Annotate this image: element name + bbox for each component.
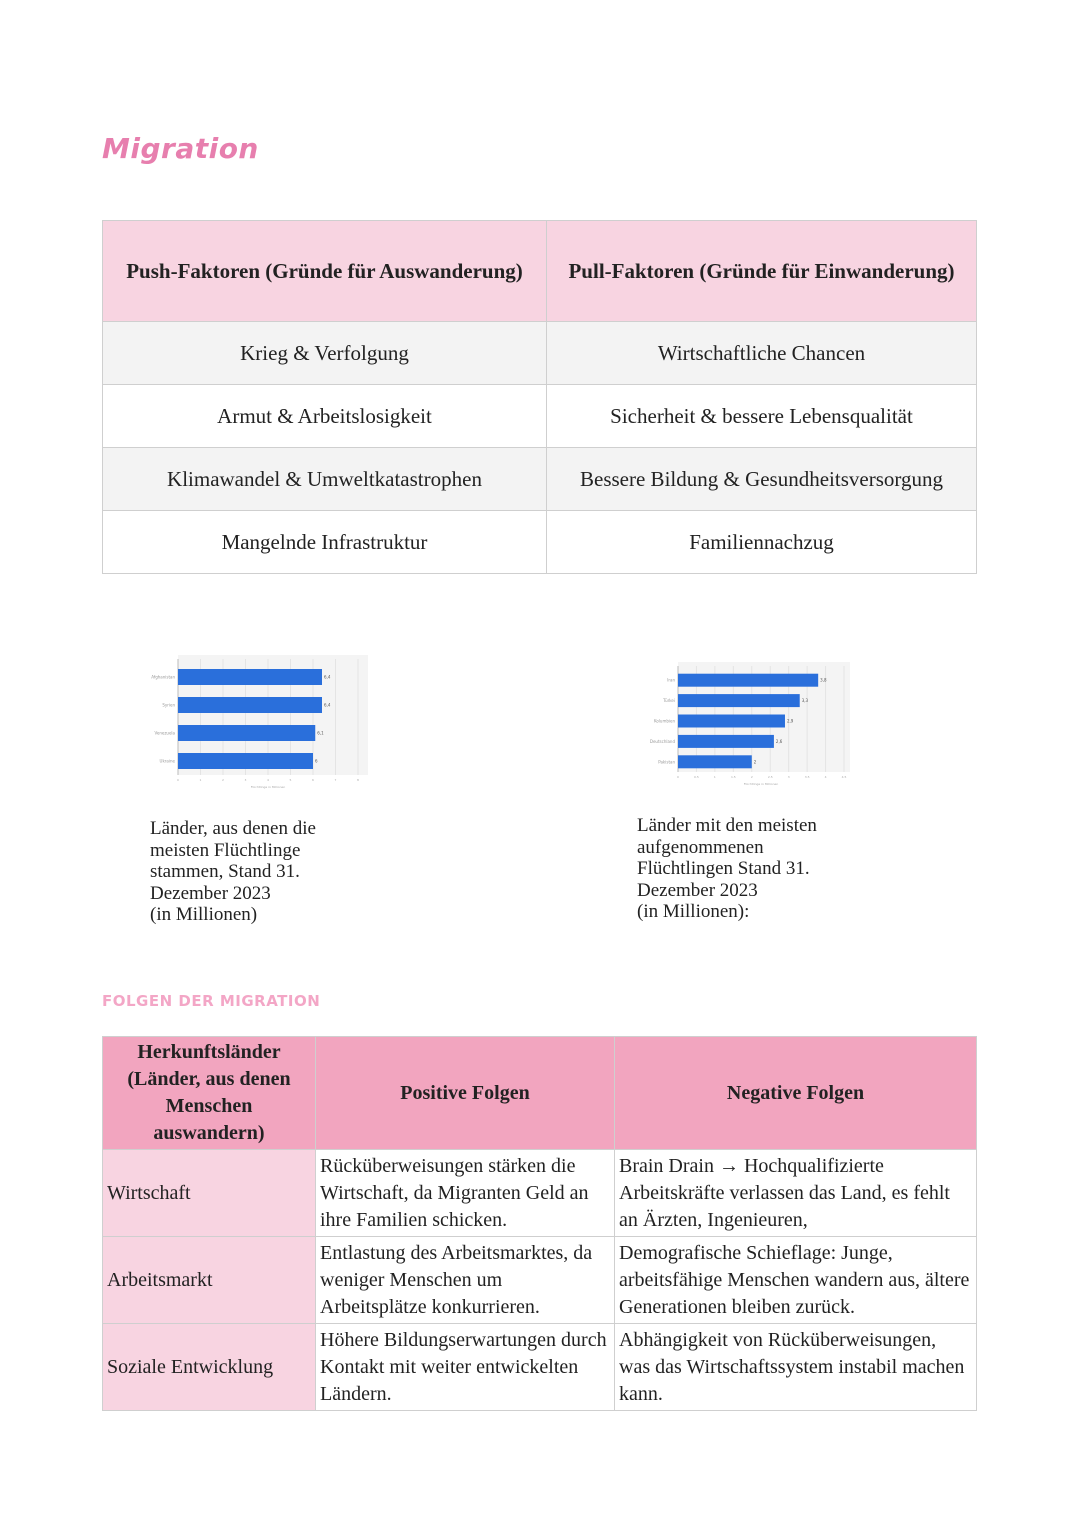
- origin-countries-header: Herkunftsländer (Länder, aus denen Menschen auswandern): [103, 1037, 316, 1150]
- positive-header: Positive Folgen: [316, 1037, 615, 1150]
- tick-label: 1: [199, 778, 202, 782]
- pull-cell: Wirtschaftliche Chancen: [547, 322, 977, 385]
- tick-label: 2: [750, 775, 753, 779]
- tick-label: 4: [267, 778, 269, 782]
- table-row: [103, 511, 977, 574]
- table-row: [103, 322, 977, 385]
- tick-label: 4.5: [841, 775, 847, 779]
- pull-header: Pull-Faktoren (Gründe für Einwanderung): [547, 221, 977, 322]
- category-label: Syrien: [162, 702, 175, 708]
- tick-label: 5: [289, 778, 292, 782]
- consequences-header-row: [103, 1037, 977, 1150]
- category-label: Afghanistan: [151, 674, 175, 680]
- origin-countries-chart: [150, 655, 368, 793]
- tick-label: 2: [222, 778, 224, 782]
- row-label: Arbeitsmarkt: [103, 1237, 316, 1324]
- category-label: Pakistan: [658, 759, 675, 765]
- push-cell: Armut & Arbeitslosigkeit: [103, 385, 547, 448]
- positive-cell: Entlastung des Arbeitsmarktes, da weniger Menschen um Arbeitsplätze konkurrieren.: [316, 1237, 615, 1324]
- bar: [178, 725, 315, 741]
- category-label: Ukraine: [159, 758, 175, 764]
- value-label: 2,6: [775, 738, 783, 744]
- bar: [178, 669, 322, 685]
- category-label: Iran: [667, 677, 675, 683]
- pull-cell: Sicherheit & bessere Lebensqualität: [547, 385, 977, 448]
- host-countries-chart-svg: [650, 662, 850, 790]
- bar: [678, 735, 774, 748]
- value-label: 2,9: [786, 718, 794, 724]
- bar: [678, 715, 785, 728]
- tick-label: 7: [334, 778, 337, 782]
- pull-cell: Bessere Bildung & Gesundheitsversorgung: [547, 448, 977, 511]
- table-row: [103, 1237, 977, 1324]
- tick-label: 1.5: [730, 775, 736, 779]
- bar: [178, 753, 313, 769]
- section-title: FOLGEN DER MIGRATION: [102, 992, 321, 1010]
- value-label: 6,1: [317, 730, 324, 736]
- tick-label: 0: [677, 775, 679, 779]
- positive-cell: Rücküberweisungen stärken die Wirtschaft, da Migranten Geld an ihre Familien schicken.: [316, 1150, 615, 1237]
- negative-header: Negative Folgen: [615, 1037, 977, 1150]
- origin-chart-caption: Länder, aus denen die meisten Flüchtlinge stammen, Stand 31. Dezember 2023 (in Millionen): [150, 818, 316, 925]
- category-label: Türkei: [663, 698, 675, 704]
- pull-cell: Familiennachzug: [547, 511, 977, 574]
- value-label: 3,3: [801, 698, 809, 704]
- host-countries-chart: [650, 662, 850, 790]
- push-cell: Krieg & Verfolgung: [103, 322, 547, 385]
- value-label: 6: [315, 758, 318, 764]
- value-label: 2: [753, 759, 757, 765]
- positive-cell: Höhere Bildungserwartungen durch Kontakt mit weiter entwickelten Ländern.: [316, 1324, 615, 1411]
- bar: [678, 694, 800, 707]
- tick-label: 6: [312, 778, 314, 782]
- host-chart-caption: Länder mit den meisten aufgenommenen Flüchtlingen Stand 31. Dezember 2023 (in Millionen):: [637, 815, 817, 922]
- value-label: 6,4: [324, 674, 331, 680]
- x-axis-label: Flüchtlinge in Millionen: [250, 785, 286, 789]
- push-cell: Mangelnde Infrastruktur: [103, 511, 547, 574]
- origin-countries-chart-svg: [150, 655, 368, 793]
- category-label: Venezuela: [154, 730, 175, 736]
- negative-cell: Abhängigkeit von Rücküberweisungen, was das Wirtschaftssystem instabil machen kann.: [615, 1324, 977, 1411]
- category-label: Kolumbien: [653, 718, 675, 724]
- negative-cell: Demografische Schieflage: Junge, arbeitsfähige Menschen wandern aus, ältere Generationen bleiben zurück.: [615, 1237, 977, 1324]
- bar: [178, 697, 322, 713]
- tick-label: 0.5: [694, 775, 699, 779]
- tick-label: 1: [713, 775, 716, 779]
- row-label: Soziale Entwicklung: [103, 1324, 316, 1411]
- tick-label: 3: [787, 775, 790, 779]
- negative-cell: Brain Drain → Hochqualifizierte Arbeitskräfte verlassen das Land, es fehlt an Ärzten, Ingenieuren,: [615, 1150, 977, 1237]
- consequences-table: [102, 1036, 977, 1411]
- table-row: [103, 448, 977, 511]
- push-cell: Klimawandel & Umweltkatastrophen: [103, 448, 547, 511]
- page-title: Migration: [102, 132, 259, 165]
- table-row: [103, 1150, 977, 1237]
- push-header: Push-Faktoren (Gründe für Auswanderung): [103, 221, 547, 322]
- table-row: [103, 385, 977, 448]
- tick-label: 2.5: [767, 775, 773, 779]
- push-pull-header-row: [103, 221, 977, 322]
- tick-label: 0: [177, 778, 179, 782]
- bar: [678, 755, 752, 768]
- push-pull-table: [102, 220, 977, 574]
- row-label: Wirtschaft: [103, 1150, 316, 1237]
- bar: [678, 674, 818, 687]
- tick-label: 4: [824, 775, 827, 779]
- category-label: Deutschland: [650, 738, 675, 744]
- tick-label: 8: [357, 778, 359, 782]
- x-axis-label: Flüchtlinge in Millionen: [743, 782, 779, 786]
- table-row: [103, 1324, 977, 1411]
- tick-label: 3: [244, 778, 247, 782]
- tick-label: 3.5: [804, 775, 810, 779]
- value-label: 3,8: [820, 677, 827, 683]
- value-label: 6,4: [324, 702, 331, 708]
